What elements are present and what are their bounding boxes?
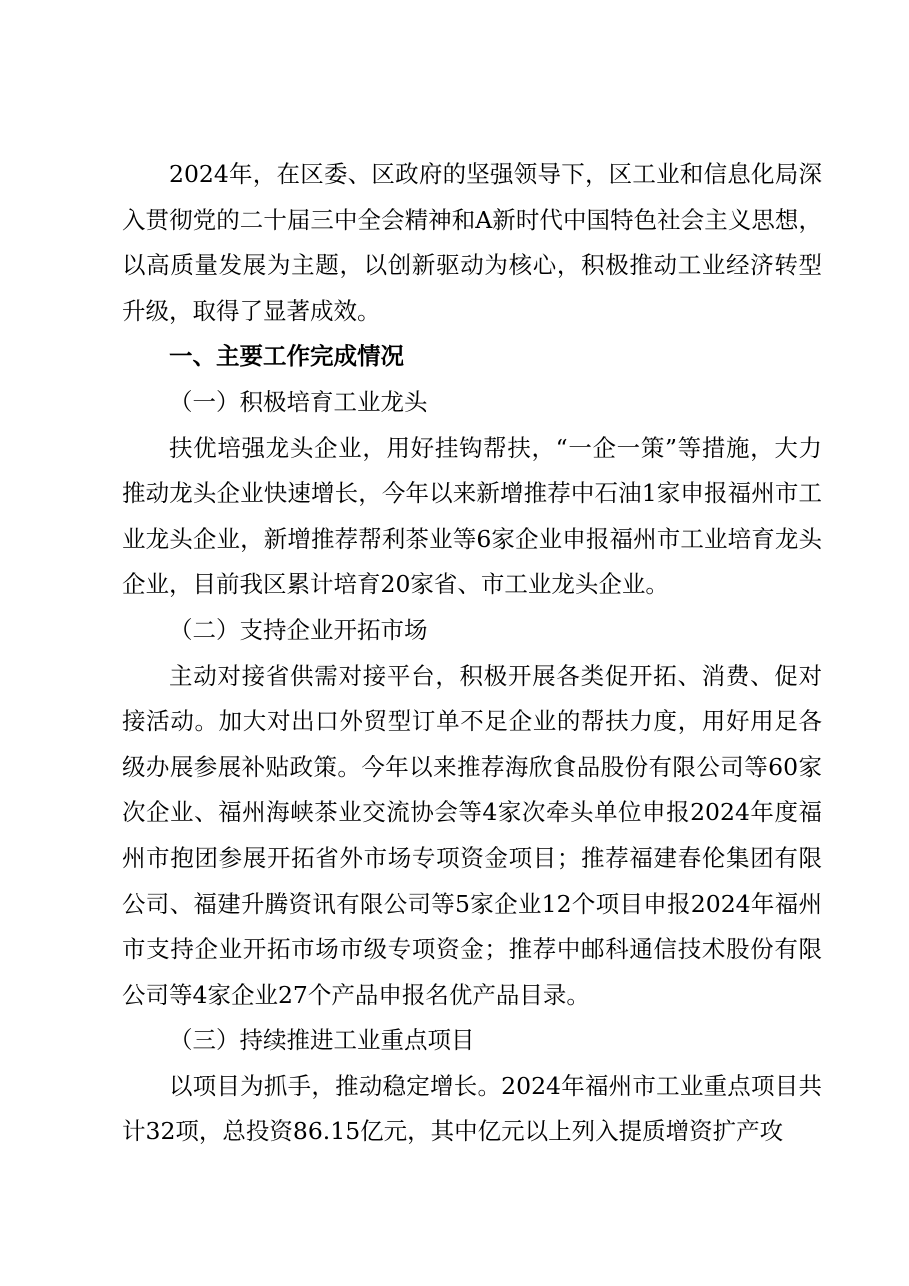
paragraph-key-projects: 以项目为抓手，推动稳定增长。2024年福州市工业重点项目共计32项，总投资86.15亿元，其中亿元以上列入提质增资扩产攻	[122, 1071, 822, 1146]
document-body	[122, 152, 822, 1155]
subsection-heading-industrial-leaders: （一）积极培育工业龙头	[169, 387, 428, 416]
subsection-heading-key-projects: （三）持续推进工业重点项目	[169, 1026, 475, 1055]
paragraph-industrial-leaders: 扶优培强龙头企业，用好挂钩帮扶，“一企一策”等措施，大力推动龙头企业快速增长，今年以来新增推荐中石油1家申报福州市工业龙头企业，新增推荐帮利茶业等6家企业申报福州市工业培育龙头企业，目前我区累计培育20家省、市工业龙头企业。	[122, 433, 822, 599]
intro-paragraph: 2024年，在区委、区政府的坚强领导下，区工业和信息化局深入贯彻党的二十届三中全会精神和A新时代中国特色社会主义思想，以高质量发展为主题，以创新驱动为核心，积极推动工业经济转型升级，取得了显著成效。	[122, 160, 822, 325]
subsection-heading-market-expansion: （二）支持企业开拓市场	[169, 615, 428, 644]
section-heading-main-work: 一、主要工作完成情况	[169, 342, 404, 371]
paragraph-market-expansion: 主动对接省供需对接平台，积极开展各类促开拓、消费、促对接活动。加大对出口外贸型订单不足企业的帮扶力度，用好用足各级办展参展补贴政策。今年以来推荐海欣食品股份有限公司等60家次企业、福州海峡茶业交流协会等4家次牵头单位申报2024年度福州市抱团参展开拓省外市场专项资金项目；推荐福建春伦集团有限公司、福建升腾资讯有限公司等5家企业12个项目申报2024年福州市支持企业开拓市场市级专项资金；推荐中邮科通信技术股份有限公司等4家企业27个产品申报名优产品目录。	[122, 661, 822, 1009]
